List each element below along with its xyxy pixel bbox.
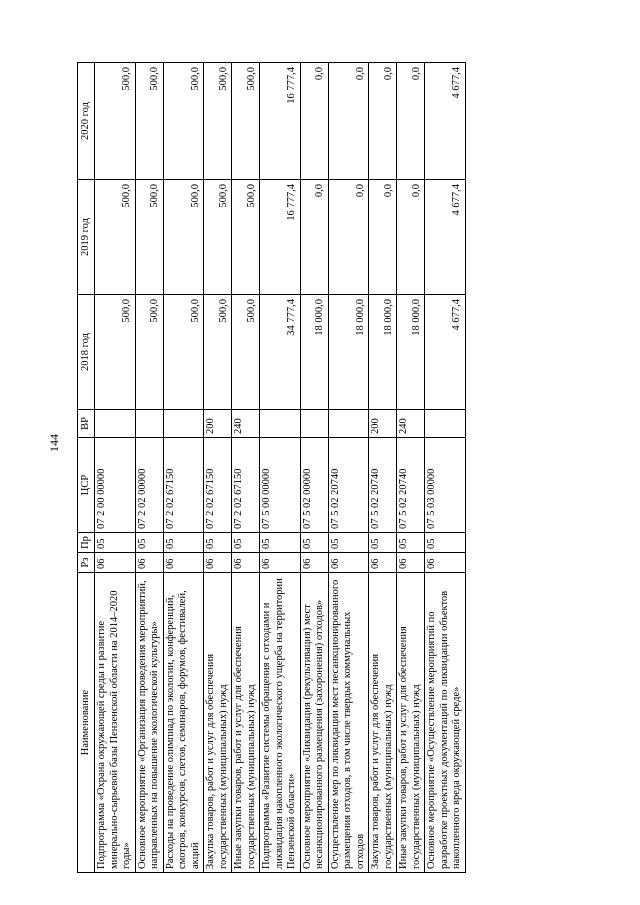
cell-rz: 06 xyxy=(204,553,232,573)
cell-2019: 0,0 xyxy=(397,180,425,295)
cell-pr: 05 xyxy=(260,533,301,553)
page-number: 144 xyxy=(47,434,61,452)
cell-name: Осуществление мер по ликвидации мест несанкционированного размещения отходов, в том числе твердых коммунальных отходов xyxy=(328,573,369,873)
cell-csr: 07 2 00 00000 xyxy=(95,438,136,533)
cell-2018: 500,0 xyxy=(204,295,232,410)
cell-name: Закупка товаров, работ и услуг для обеспечения государственных (муниципальных) нужд xyxy=(204,573,232,873)
header-pr: Пр xyxy=(78,533,95,553)
cell-vr xyxy=(300,410,328,438)
cell-csr: 07 5 02 20740 xyxy=(369,438,397,533)
cell-csr: 07 2 02 67150 xyxy=(163,438,204,533)
cell-2019: 4 677,4 xyxy=(425,180,466,295)
cell-csr: 07 2 02 67150 xyxy=(232,438,260,533)
cell-rz: 06 xyxy=(369,553,397,573)
cell-2018: 18 000,0 xyxy=(369,295,397,410)
cell-name: Подпрограмма «Развитие системы обращения с отходами и ликвидация накопленного экологического ущерба на территории Пензенской области» xyxy=(260,573,301,873)
cell-vr: 200 xyxy=(369,410,397,438)
cell-csr: 07 2 02 00000 xyxy=(135,438,163,533)
cell-vr xyxy=(163,410,204,438)
cell-2020: 500,0 xyxy=(163,63,204,180)
cell-vr: 200 xyxy=(204,410,232,438)
cell-vr: 240 xyxy=(397,410,425,438)
cell-2020: 500,0 xyxy=(232,63,260,180)
cell-2020: 0,0 xyxy=(397,63,425,180)
cell-2020: 0,0 xyxy=(300,63,328,180)
table-row xyxy=(204,63,232,873)
header-rz: Рз xyxy=(78,553,95,573)
cell-pr: 05 xyxy=(425,533,466,553)
table-row xyxy=(95,63,136,873)
cell-2019: 16 777,4 xyxy=(260,180,301,295)
cell-2019: 500,0 xyxy=(135,180,163,295)
cell-csr: 07 2 02 67150 xyxy=(204,438,232,533)
cell-pr: 05 xyxy=(300,533,328,553)
cell-name: Основное мероприятие «Организация проведения мероприятий, направленных на повышение экологической культуры» xyxy=(135,573,163,873)
cell-2018: 500,0 xyxy=(135,295,163,410)
cell-pr: 05 xyxy=(397,533,425,553)
cell-2018: 500,0 xyxy=(232,295,260,410)
table-row xyxy=(369,63,397,873)
cell-name: Иные закупки товаров, работ и услуг для обеспечения государственных (муниципальных) нужд xyxy=(397,573,425,873)
cell-2018: 18 000,0 xyxy=(328,295,369,410)
cell-vr xyxy=(95,410,136,438)
cell-2019: 500,0 xyxy=(232,180,260,295)
cell-csr: 07 5 02 00000 xyxy=(300,438,328,533)
cell-pr: 05 xyxy=(328,533,369,553)
budget-table xyxy=(77,62,466,873)
cell-2018: 4 677,4 xyxy=(425,295,466,410)
cell-vr xyxy=(260,410,301,438)
cell-name: Иные закупки товаров, работ и услуг для обеспечения государственных (муниципальных) нужд xyxy=(232,573,260,873)
table-header-row xyxy=(78,63,95,873)
cell-csr: 07 5 00 00000 xyxy=(260,438,301,533)
cell-2019: 0,0 xyxy=(328,180,369,295)
header-2018: 2018 год xyxy=(78,295,95,410)
cell-2019: 0,0 xyxy=(300,180,328,295)
cell-2020: 16 777,4 xyxy=(260,63,301,180)
cell-rz: 06 xyxy=(232,553,260,573)
cell-2020: 500,0 xyxy=(95,63,136,180)
cell-2019: 500,0 xyxy=(163,180,204,295)
cell-2020: 0,0 xyxy=(369,63,397,180)
cell-2020: 0,0 xyxy=(328,63,369,180)
cell-rz: 06 xyxy=(425,553,466,573)
cell-pr: 05 xyxy=(135,533,163,553)
cell-csr: 07 5 03 00000 xyxy=(425,438,466,533)
cell-name: Закупка товаров, работ и услуг для обеспечения государственных (муниципальных) нужд xyxy=(369,573,397,873)
cell-vr: 240 xyxy=(232,410,260,438)
cell-rz: 06 xyxy=(300,553,328,573)
cell-2018: 500,0 xyxy=(95,295,136,410)
table-row xyxy=(425,63,466,873)
cell-2019: 500,0 xyxy=(95,180,136,295)
cell-vr xyxy=(135,410,163,438)
cell-name: Основное мероприятие «Ликвидация (рекультивация) мест несанкционированного размещения (захоронения) отходов» xyxy=(300,573,328,873)
cell-2020: 500,0 xyxy=(204,63,232,180)
cell-vr xyxy=(328,410,369,438)
cell-rz: 06 xyxy=(260,553,301,573)
table-row xyxy=(397,63,425,873)
cell-2020: 500,0 xyxy=(135,63,163,180)
cell-rz: 06 xyxy=(95,553,136,573)
cell-rz: 06 xyxy=(397,553,425,573)
header-2019: 2019 год xyxy=(78,180,95,295)
cell-name: Подпрограмма «Охрана окружающей среды и развитие минерально-сырьевой базы Пензенской области на 2014–2020 годы» xyxy=(95,573,136,873)
cell-2019: 0,0 xyxy=(369,180,397,295)
cell-pr: 05 xyxy=(95,533,136,553)
header-vr: ВР xyxy=(78,410,95,438)
cell-csr: 07 5 02 20740 xyxy=(328,438,369,533)
header-csr: ЦСР xyxy=(78,438,95,533)
table-row xyxy=(300,63,328,873)
cell-csr: 07 5 02 20740 xyxy=(397,438,425,533)
cell-pr: 05 xyxy=(369,533,397,553)
cell-2020: 4 677,4 xyxy=(425,63,466,180)
cell-2019: 500,0 xyxy=(204,180,232,295)
rotated-table-container xyxy=(77,63,627,873)
cell-name: Основное мероприятие «Осуществление мероприятий по разработке проектных документаций по ликвидации объектов накопленного вреда окружающей среде» xyxy=(425,573,466,873)
cell-pr: 05 xyxy=(232,533,260,553)
cell-2018: 18 000,0 xyxy=(397,295,425,410)
cell-vr xyxy=(425,410,466,438)
cell-rz: 06 xyxy=(328,553,369,573)
table-row xyxy=(135,63,163,873)
cell-rz: 06 xyxy=(163,553,204,573)
cell-pr: 05 xyxy=(163,533,204,553)
table-row xyxy=(163,63,204,873)
cell-pr: 05 xyxy=(204,533,232,553)
cell-2018: 18 000,0 xyxy=(300,295,328,410)
cell-2018: 34 777,4 xyxy=(260,295,301,410)
cell-2018: 500,0 xyxy=(163,295,204,410)
header-name: Наименование xyxy=(78,573,95,873)
cell-rz: 06 xyxy=(135,553,163,573)
table-row xyxy=(328,63,369,873)
table-row xyxy=(232,63,260,873)
cell-name: Расходы на проведение олимпиад по экологии, конференций, смотров, конкурсов, слетов, семинаров, форумов, фестивалей, акций xyxy=(163,573,204,873)
table-row xyxy=(260,63,301,873)
header-2020: 2020 год xyxy=(78,63,95,180)
